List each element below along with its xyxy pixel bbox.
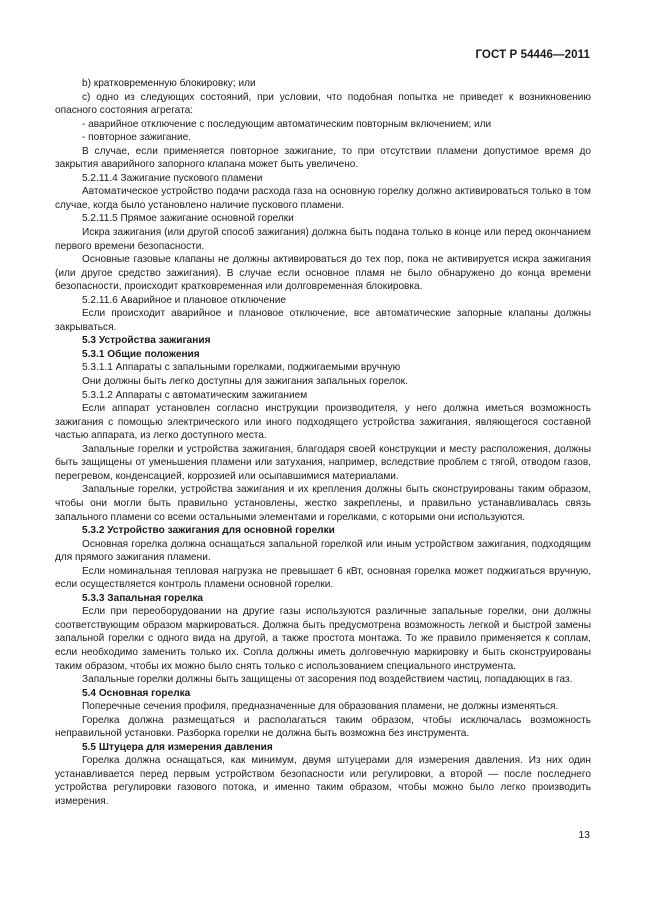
page-number: 13 [578,829,590,841]
paragraph: Они должны быть легко доступны для зажигания запальных горелок. [82,376,408,388]
paragraph: Запальные горелки и устройства зажигания, благодаря своей конструкции и месту расположения, должны быть защищены от уменьшения пламени или затухания, например, вследствие проблем с тягой, отводом газов, перегревом, конденсацией, коррозией или осыпавшимися материалами. [55,443,591,482]
paragraph: Горелка должна размещаться и располагаться таким образом, чтобы исключалась возможность неправильной установки. Разборка горелки не должна быть возможна без инструмента. [55,714,591,740]
section-heading: 5.3.1 Общие положения [82,348,200,360]
paragraph: 5.2.11.5 Прямое зажигание основной горелки [82,213,294,225]
paragraph: Если при переоборудовании на другие газы используются различные запальные горелки, они должны соответствующим образом маркироваться. Должна быть предусмотрена возможность легкой и быстрой замены запальной горелки с одного вида на другой, а также простота монтажа. То же правило применяется к соплам, если необходимо заменить только их. Сопла должны иметь долговечную маркировку и быть сконструированы таким образом, чтобы их можно было снять только с использованием специального инструмента. [55,606,591,672]
document-code: ГОСТ Р 54446—2011 [475,49,590,61]
paragraph: b) кратковременную блокировку; или [82,78,256,89]
paragraph: Запальные горелки должны быть защищены от засорения под воздействием частиц, попадающих в газ. [82,674,573,686]
paragraph: Автоматическое устройство подачи расхода газа на основную горелку должно активироваться только в том случае, когда было установлено наличие пускового пламени. [55,186,591,211]
paragraph: 5.3.1.1 Аппараты с запальными горелками, поджигаемыми вручную [82,362,401,374]
paragraph: Поперечные сечения профиля, предназначенные для образования пламени, не должны изменяться. [82,701,559,713]
paragraph: 5.2.11.6 Аварийное и плановое отключение [82,294,286,306]
paragraph: Если аппарат установлен согласно инструкции производителя, у него должна иметься возможность зажигания с помощью электрического или иного подходящего устройства зажигания, являющегося составной частью аппарата, из легко доступного места. [55,403,591,442]
paragraph: - аварийное отключение с последующим автоматическим повторным включением; или [82,118,492,130]
paragraph: Запальные горелки, устройства зажигания и их крепления должны быть сконструированы таким образом, чтобы они могли быть правильно установлены, жестко закреплены, и правильно устанавливалась связь запального пламени со всеми остальными элементами и горелками, с которыми они используются. [55,484,591,523]
paragraph: Основные газовые клапаны не должны активироваться до тех пор, пока не активируется искра зажигания (или другое средство зажигания). В случае если основное пламя не было обнаружено до конца времени безопасности, происходит кратковременная или долговременная блокировка. [55,254,591,293]
document-body [55,77,591,809]
paragraph: Искра зажигания (или другой способ зажигания) должна быть подана только в конце или перед окончанием первого времени безопасности. [55,227,591,252]
section-heading: 5.3 Устройства зажигания [82,335,211,347]
section-heading: 5.5 Штуцера для измерения давления [82,741,273,753]
paragraph: - повторное зажигание. [82,132,192,144]
paragraph: 5.2.11.4 Зажигание пускового пламени [82,172,263,184]
paragraph: Если номинальная тепловая нагрузка не превышает 6 кВт, основная горелка может поджигаться вручную, если осуществляется контроль пламени основной горелки. [55,565,591,591]
paragraph: Основная горелка должна оснащаться запальной горелкой или иным устройством зажигания, подходящим для прямого зажигания пламени. [55,538,591,564]
paragraph: c) одно из следующих состояний, при условии, что подобная попытка не приведет к возникновению опасного состояния агрегата: [55,91,591,117]
paragraph: В случае, если применяется повторное зажигание, то при отсутствии пламени допустимое время до закрытия аварийного запорного клапана может быть увеличено. [55,145,591,171]
paragraph: 5.3.1.2 Аппараты с автоматическим зажиганием [82,389,308,401]
section-heading: 5.3.2 Устройство зажигания для основной горелки [82,525,335,537]
section-heading: 5.3.3 Запальная горелка [82,592,204,604]
section-heading: 5.4 Основная горелка [82,687,191,699]
paragraph: Горелка должна оснащаться, как минимум, двумя штуцерами для измерения давления. Из них один устанавливается перед первым устройством безопасности или регулировки, а второй — после последнего устройства регулировки газового потока, и именно таким образом, чтобы можно было легко производить измерения. [55,755,591,807]
paragraph: Если происходит аварийное и плановое отключение, все автоматические запорные клапаны должны закрываться. [55,308,591,333]
